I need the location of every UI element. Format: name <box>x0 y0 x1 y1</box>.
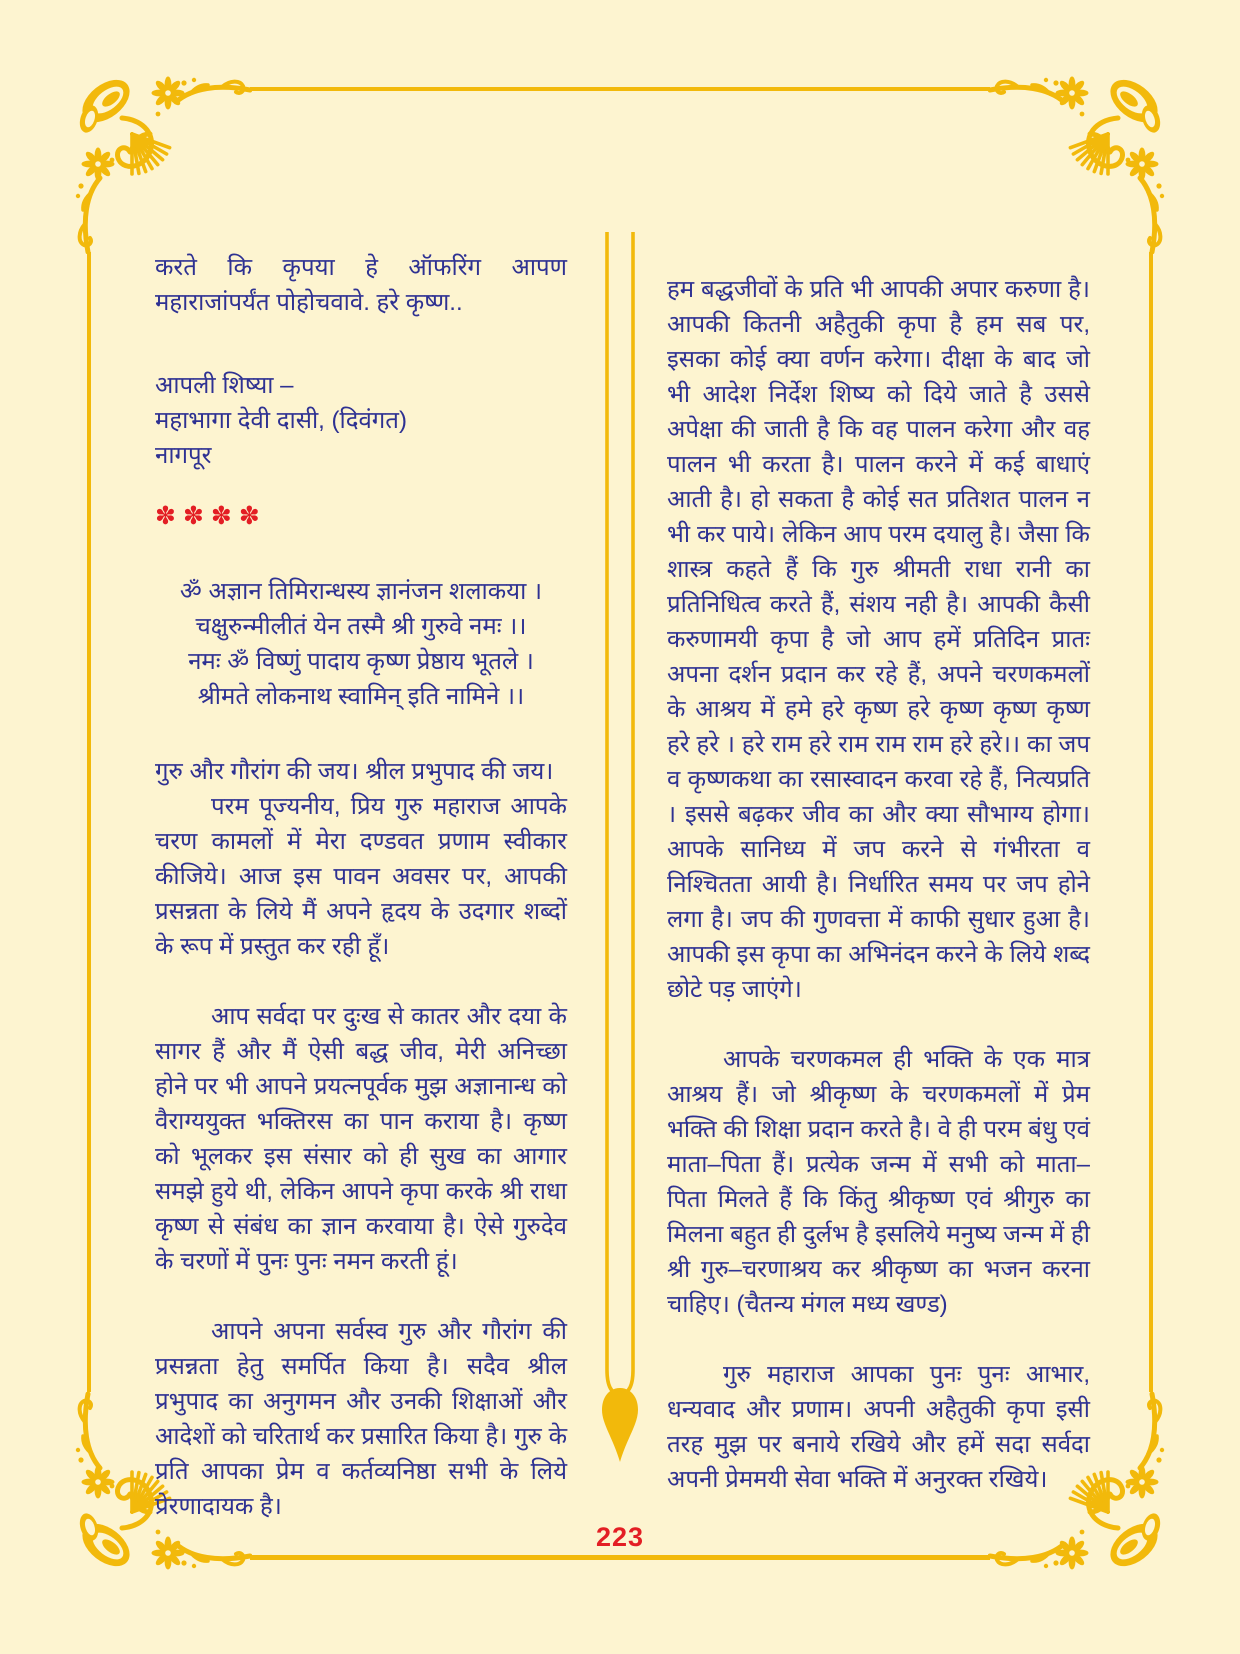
border-line-top <box>250 87 990 91</box>
jaya-line: गुरु और गौरांग की जय। श्रील प्रभुपाद की जय। <box>155 758 554 785</box>
signature-block <box>155 368 567 473</box>
right-column <box>667 250 1090 1497</box>
shloka-line: चक्षुरुन्मीलीतं येन तस्मै श्री गुरुवे नमः ।। <box>195 613 527 640</box>
left-column <box>155 250 567 1524</box>
signature-line: महाभागा देवी दासी, (दिवंगत) <box>155 407 407 434</box>
samarpan-paragraph: आपने अपना सर्वस्व गुरु और गौरांग की प्रसन्नता हेतु समर्पित किया है। सदैव श्रील प्रभुपाद का अनुगमन और उनकी शिक्षाओं और आदेशों को चरितार्थ कर प्रसारित किया है। गुरु के प्रति आपका प्रेम व कर्तव्यनिष्ठा सभी के लिये प्रेरणादायक है। <box>155 1318 567 1520</box>
border-line-left <box>87 252 91 1392</box>
karuna-paragraph: हम बद्धजीवों के प्रति भी आपकी अपार करुणा है। आपकी कितनी अहैतुकी कृपा है हम सब पर, इसका कोई क्या वर्णन करेगा। दीक्षा के बाद जो भी आदेश निर्देश शिष्य को दिये जाते है उससे अपेक्षा की जाती है कि वह पालन करेगा और वह पालन भी करता है। पालन करने में कई बाधाएं आती है। हो सकता है कोई सत प्रतिशत पालन न भी कर पाये। लेकिन आप परम दयालु है। जैसा कि शास्त्र कहते हैं कि गुरु श्रीमती राधा रानी का प्रतिनिधित्व करते हैं, संशय नही है। आपकी कैसी करुणामयी कृपा है जो आप हमें प्रतिदिन प्रातः अपना दर्शन प्रदान कर रहे हैं, अपने चरणकमलों के आश्रय में हमे हरे कृष्ण हरे कृष्ण कृष्ण कृष्ण हरे हरे । हरे राम हरे राम राम राम हरे हरे।। का जप व कृष्णकथा का रसास्वादन करवा रहे हैं, नित्यप्रति । इससे बढ़कर जीव का और क्या सौभाग्य होगा। आपके सानिध्य में जप करने से गंभीरता व निश्चितता आयी है। निर्धारित समय पर जप होने लगा है। जप की गुणवत्ता में काफी सुधार हुआ है। आपकी इस कृपा का अभिनंदन करने के लिये शब्द छोटे पड़ जाएंगे। <box>667 276 1090 1003</box>
signature-line: आपली शिष्या – <box>155 372 294 399</box>
daya-paragraph: आप सर्वदा पर दुःख से कातर और दया के सागर हैं और मैं ऐसी बद्ध जीव, मेरी अनिच्छा होने पर भी आपने प्रयत्नपूर्वक मुझ अज्ञानान्ध को वैराग्ययुक्त भक्तिरस का पान कराया है। कृष्ण को भूलकर इस संसार को ही सुख का आगार समझे हुये थी, लेकिन आपने कृपा करके श्री राधा कृष्ण से संबंध का ज्ञान करवाया है। ऐसे गुरुदेव के चरणों में पुनः पुनः नमन करती हूं। <box>155 1003 567 1275</box>
shloka-line: श्रीमते लोकनाथ स्वामिन् इति नामिने ।। <box>197 683 525 710</box>
shloka-line: ॐ अज्ञान तिमिरान्धस्य ज्ञानंजन शलाकया । <box>179 578 543 605</box>
signature-line: नागपूर <box>155 442 212 469</box>
shloka-line: नमः ॐ विष्णुं पादाय कृष्ण प्रेष्ठाय भूतले । <box>188 648 534 675</box>
abhar-paragraph: गुरु महाराज आपका पुनः पुनः आभार, धन्यवाद और प्रणाम। अपनी अहैतुकी कृपा इसी तरह मुझ पर बनाये रखिये और हमें सदा सर्वदा अपनी प्रेममयी सेवा भक्ति में अनुरक्त रखिये। <box>667 1361 1090 1493</box>
border-line-right <box>1149 252 1153 1392</box>
section-separator-stars: ✽✽✽✽ <box>155 502 267 530</box>
corner-ornament-top-left-icon <box>72 74 252 254</box>
border-line-bottom <box>250 1555 990 1560</box>
pranam-paragraph: परम पूज्यनीय, प्रिय गुरु महाराज आपके चरण कामलों में मेरा दण्डवत प्रणाम स्वीकार कीजिये। आज इस पावन अवसर पर, आपकी प्रसन्नता के लिये मैं अपने हृदय के उदगार शब्दों के रूप में प्रस्तुत कर रही हूँ। <box>155 793 567 960</box>
charankamal-paragraph: आपके चरणकमल ही भक्ति के एक मात्र आश्रय हैं। जो श्रीकृष्ण के चरणकमलों में प्रेम भक्ति की शिक्षा प्रदान करते है। वे ही परम बंधु एवं माता–पिता हैं। प्रत्येक जन्म में सभी को माता–पिता मिलते हैं कि किंतु श्रीकृष्ण एवं श्रीगुरु का मिलना बहुत ही दुर्लभ है इसलिये मनुष्य जन्म में ही श्री गुरु–चरणाश्रय कर श्रीकृष्ण का भजन करना चाहिए। (चैतन्य मंगल मध्य खण्ड) <box>667 1046 1090 1318</box>
column-divider-pen-icon <box>598 232 642 1464</box>
corner-ornament-top-right-icon <box>988 74 1168 254</box>
shloka-verse <box>155 574 567 714</box>
intro-paragraph: करते कि कृपया हे ऑफरिंग आपण महाराजांपर्यंत पोहोचवावे. हरे कृष्ण.. <box>155 254 567 316</box>
page-number: 223 <box>595 1522 645 1552</box>
